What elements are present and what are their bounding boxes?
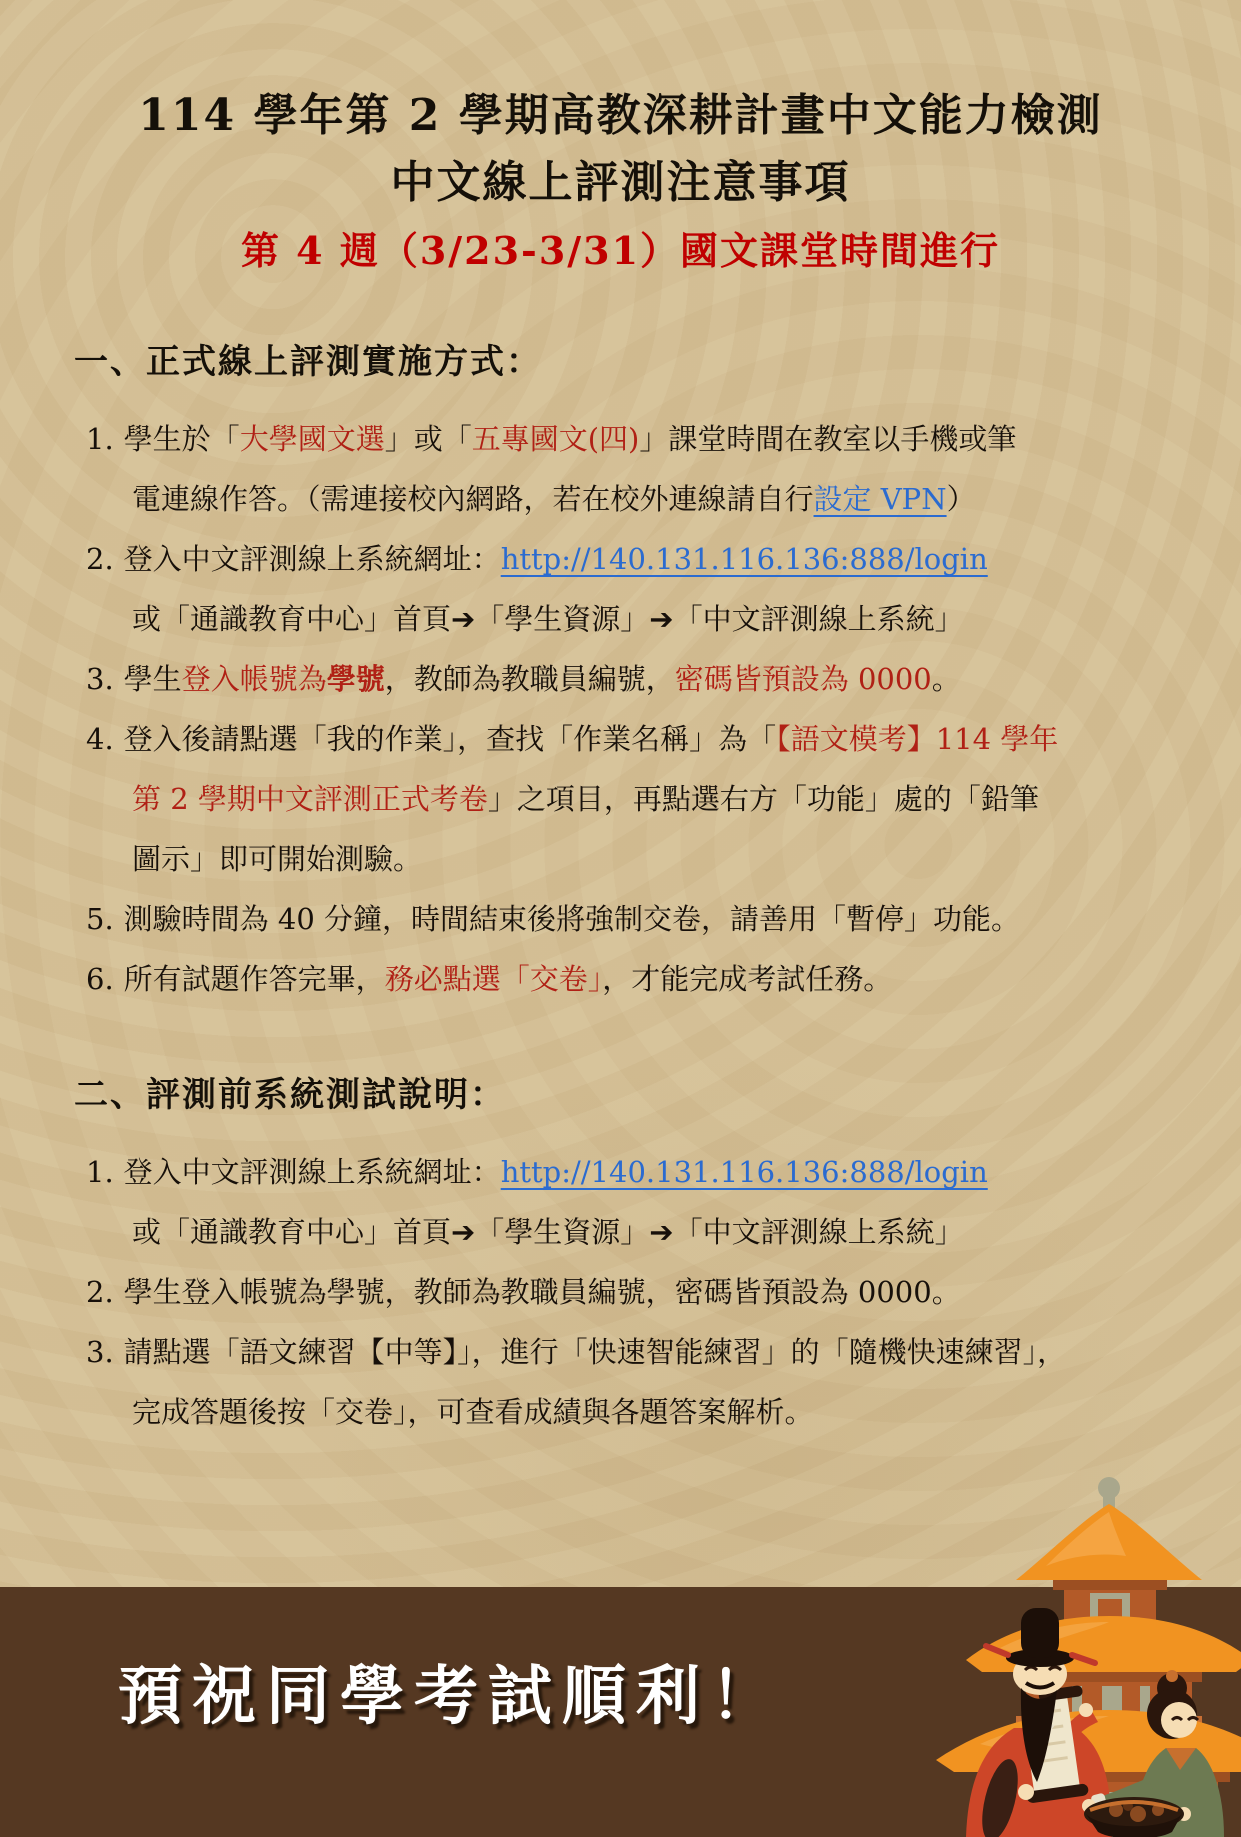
list-item [86,529,1169,649]
text-segment: 圖示」即可開始測驗。 [132,842,423,876]
title-block [72,82,1169,282]
section-1-list [86,409,1169,1009]
pagoda-scholar-illustration [850,1462,1241,1837]
section-2-heading: 二、評測前系統測試說明： [74,1075,506,1115]
item-number: 3. [86,1335,114,1369]
subtitle-schedule: 第 4 週（3/23-3/31）國文課堂時間進行 [240,228,1001,273]
title-line-1: 114 學年第 2 學期高教深耕計畫中文能力檢測 [138,90,1103,141]
section-1-heading: 一、正式線上評測實施方式： [74,342,542,382]
text-segment: 電連線作答。（需連接校內網路，若在校外連線請自行 [132,482,814,516]
text-segment: 五專國文(四) [471,422,640,456]
system-url-link-2[interactable]: http://140.131.116.136:888/login [500,1155,988,1189]
text-segment: 登入中文評測線上系統網址： [123,1155,501,1189]
text-segment: 所有試題作答完畢， [123,962,385,996]
text-segment: 學生登入帳號為學號，教師為教職員編號，密碼皆預設為 0000。 [123,1275,961,1309]
text-segment: ，才能完成考試任務。 [602,962,893,996]
text-segment: 登入帳號為 [181,662,327,696]
text-segment: 【語文模考】114 學年 [776,722,1059,756]
item-number: 2. [86,542,114,576]
footer-message: 預祝同學考試順利！ [118,1659,784,1734]
text-segment: 或「通識教育中心」首頁➔「學生資源」➔「中文評測線上系統」 [132,602,964,636]
text-segment: ，教師為教職員編號， [384,662,675,696]
vpn-link[interactable]: 設定 VPN [813,482,947,516]
text-segment: 」之項目，再點選右方「功能」處的「鉛筆 [487,782,1039,816]
item-number: 5. [86,902,114,936]
text-segment: 第 2 學期中文評測正式考卷 [132,782,488,816]
text-segment: 請點選「語文練習【中等】」，進行「快速智能練習」的「隨機快速練習」， [123,1335,1067,1369]
text-segment: ） [946,482,976,516]
notice-document [0,82,1241,1442]
text-segment: 」或「 [384,422,472,456]
list-item [86,1142,1169,1262]
text-segment: 學生於「 [123,422,240,456]
text-segment: 。 [931,662,961,696]
list-item [86,409,1169,529]
text-segment: 登入中文評測線上系統網址： [123,542,501,576]
text-segment: 完成答題後按「交卷」，可查看成績與各題答案解析。 [132,1395,814,1429]
item-number: 6. [86,962,114,996]
list-item [86,949,1169,1009]
text-segment: 務必點選「交卷」 [384,962,603,996]
text-segment: 學號 [326,662,385,696]
item-number: 1. [86,422,114,456]
text-segment: 測驗時間為 40 分鐘，時間結束後將強制交卷，請善用「暫停」功能。 [123,902,1021,936]
text-segment: 大學國文選 [239,422,385,456]
section-2-list [86,1142,1169,1442]
list-item [86,709,1169,889]
title-line-2: 中文線上評測注意事項 [390,157,851,208]
text-segment: 或「通識教育中心」首頁➔「學生資源」➔「中文評測線上系統」 [132,1215,964,1249]
item-number: 4. [86,722,114,756]
item-number: 3. [86,662,114,696]
list-item [86,1322,1169,1442]
list-item [86,649,1169,709]
list-item [86,889,1169,949]
text-segment: 密碼皆預設為 0000 [674,662,932,696]
text-segment: 登入後請點選「我的作業」，查找「作業名稱」為「 [123,722,777,756]
text-segment: 」課堂時間在教室以手機或筆 [639,422,1017,456]
text-segment: 學生 [123,662,182,696]
item-number: 1. [86,1155,114,1189]
system-url-link[interactable]: http://140.131.116.136:888/login [500,542,988,576]
list-item [86,1262,1169,1322]
item-number: 2. [86,1275,114,1309]
